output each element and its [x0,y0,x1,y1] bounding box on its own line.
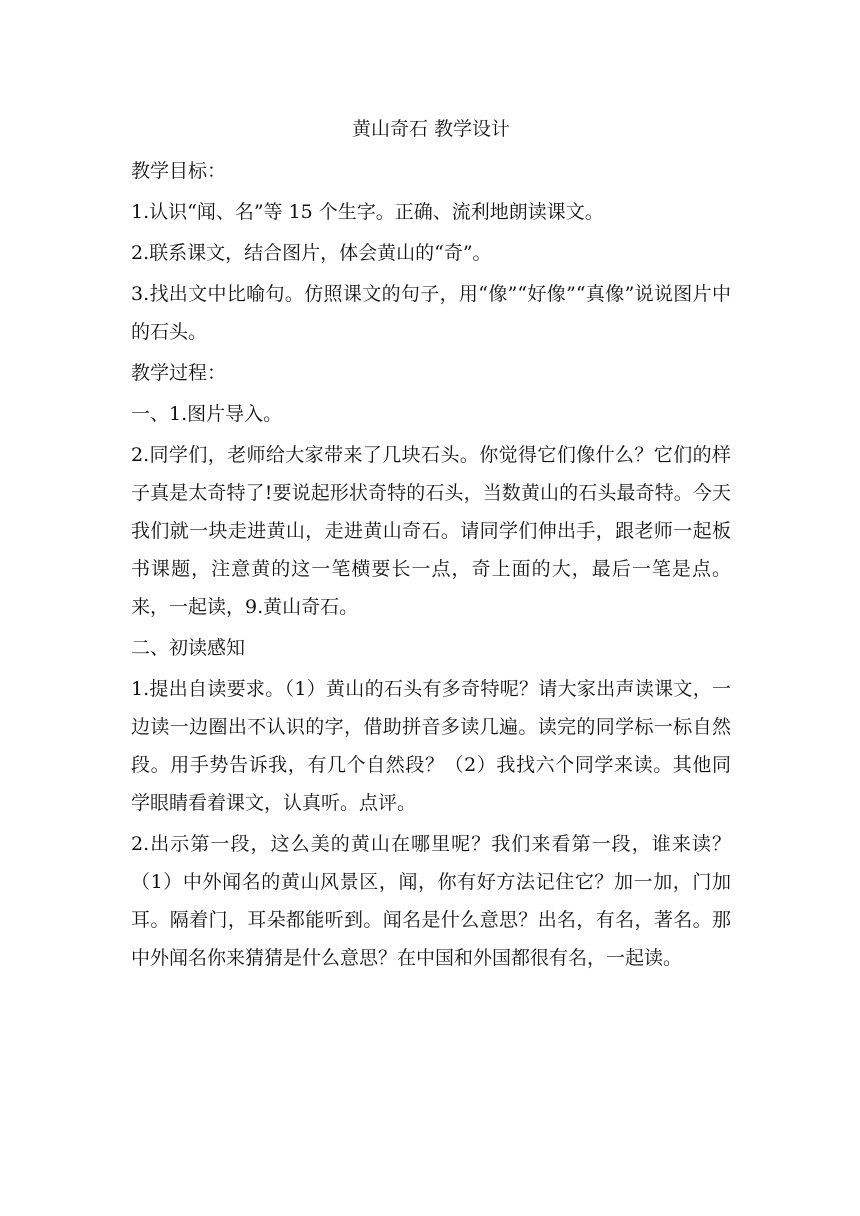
section1-item-2: 2.同学们，老师给大家带来了几块石头。你觉得它们像什么？它们的样子真是太奇特了!要说起形状奇特的石头，当数黄山的石头最奇特。今天我们就一块走进黄山，走进黄山奇石。请同学们伸出手，跟老师一起板书课题，注意黄的这一笔横要长一点，奇上面的大，最后一笔是点。来，一起读，9.黄山奇石。 [131,444,731,618]
document-title: 黄山奇石 教学设计 [351,118,511,140]
section2-item-1: 1.提出自读要求。（1）黄山的石头有多奇特呢？请大家出声读课文，一边读一边圈出不认识的字，借助拼音多读几遍。读完的同学标一标自然段。用手势告诉我，有几个自然段？（2）我找六个同学来读。其他同学眼睛看着课文，认真听。点评。 [131,678,731,814]
objective-item-2: 2.联系课文，结合图片，体会黄山的“奇”。 [131,242,492,264]
objective-item-3: 3.找出文中比喻句。仿照课文的句子，用“像”“好像”“真像”说说图片中的石头。 [131,283,731,343]
objective-item-1: 1.认识“闻、名”等 15 个生字。正确、流利地朗读课文。 [131,201,604,223]
process-heading: 教学过程： [131,362,227,384]
section2-heading: 二、初读感知 [131,637,246,659]
objectives-heading: 教学目标： [131,160,227,182]
section1-item-1: 一、1.图片导入。 [131,403,283,425]
section2-item-2: 2.出示第一段，这么美的黄山在哪里呢？我们来看第一段，谁来读？（1）中外闻名的黄山风景区，闻，你有好方法记住它？加一加，门加耳。隔着门，耳朵都能听到。闻名是什么意思？出名，有名，著名。那中外闻名你来猜猜是什么意思？在中国和外国都很有名，一起读。 [131,833,731,969]
document-body [131,110,731,980]
